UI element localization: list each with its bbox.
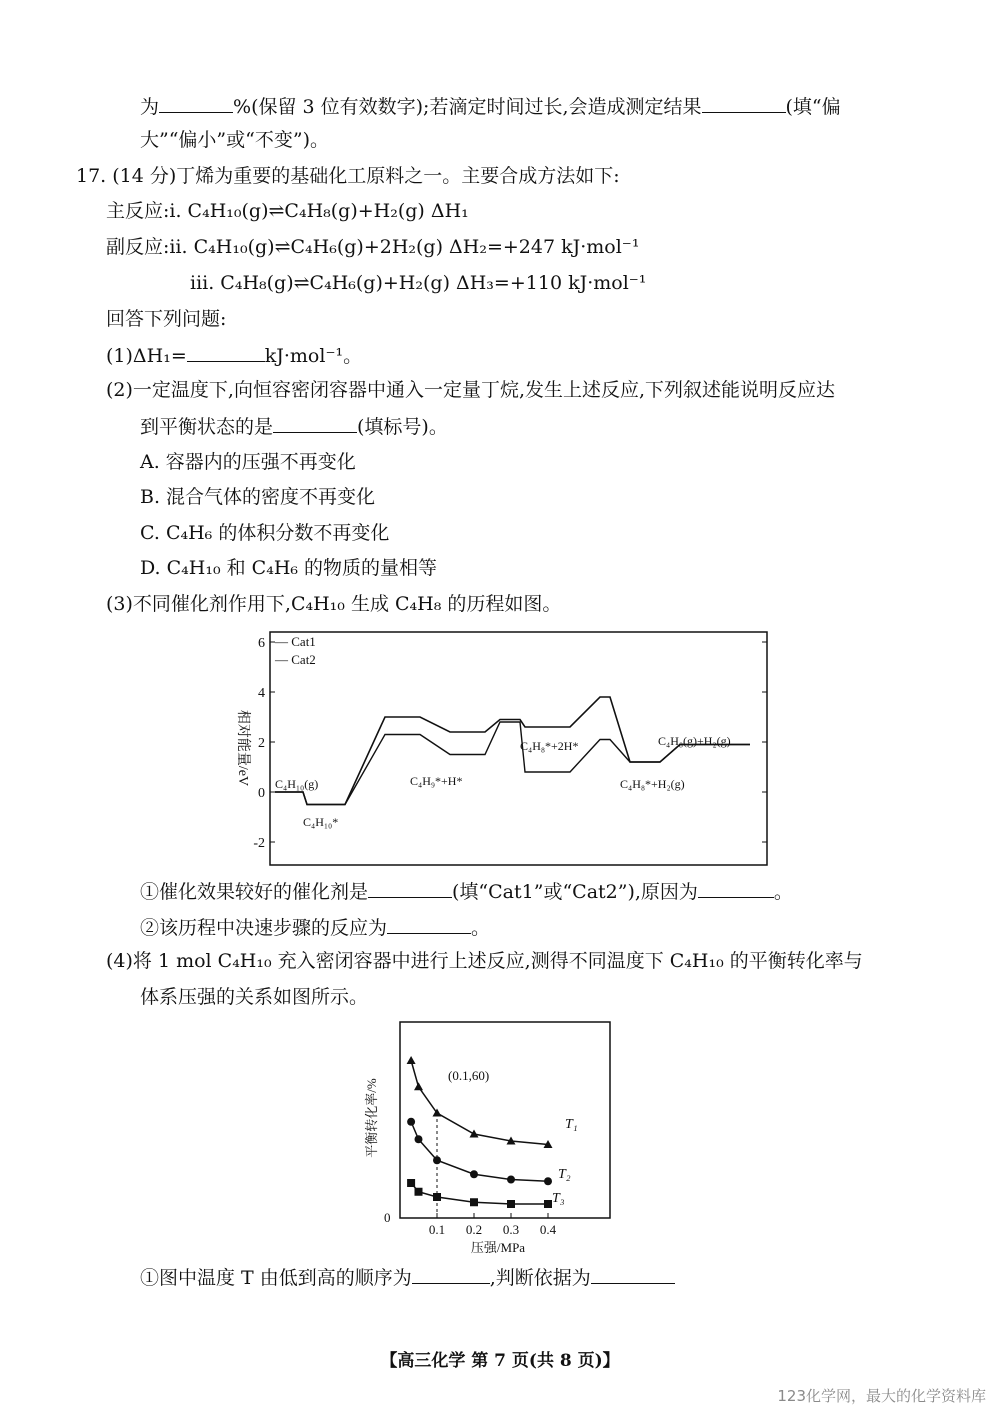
q3-2-prefix: ②该历程中决速步骤的反应为: [140, 917, 388, 939]
energy-profile-chart: [215, 628, 775, 868]
answer-blank-catalyst[interactable]: [368, 877, 452, 898]
answer-blank-equilibrium[interactable]: [273, 412, 357, 433]
species-label-c4h10-ads: C₄H₁₀*: [303, 815, 339, 829]
answer-blank-reason[interactable]: [698, 877, 774, 898]
side-reaction-3: ⅲ. C₄H₈(g)⇌C₄H₆(g)+H₂(g) ΔH₃=+110 kJ·mol⁻¹: [190, 272, 647, 294]
q2-suffix: (填标号)。: [357, 416, 448, 438]
line1-suffix: (填“偏: [785, 96, 841, 118]
answer-blank-temp-order[interactable]: [412, 1263, 490, 1284]
question-4-line-1: (4)将 1 mol C₄H₁₀ 充入密闭容器中进行上述反应,测得不同温度下 C₄H₁₀ 的平衡转化率与: [106, 950, 863, 972]
q1-prefix: (1)ΔH₁=: [106, 345, 187, 367]
conversion-point-1-1: [414, 1082, 423, 1090]
question-3: (3)不同催化剂作用下,C₄H₁₀ 生成 C₄H₈ 的历程如图。: [106, 593, 562, 615]
energy-ytick-1: 4: [258, 686, 265, 701]
conversion-point-1-0: [407, 1056, 416, 1064]
conversion-chart-xlabel: 压强/MPa: [470, 1240, 526, 1255]
question-3-part-2: [140, 913, 490, 941]
answer-blank-result[interactable]: [702, 92, 786, 113]
conversion-point-2-4: [507, 1176, 515, 1184]
conversion-pressure-chart: [360, 1018, 620, 1258]
answer-blank-percent[interactable]: [159, 92, 233, 113]
side-reaction-2: 副反应:ⅱ. C₄H₁₀(g)⇌C₄H₆(g)+2H₂(g) ΔH₂=+247 kJ·mol⁻¹: [106, 236, 640, 258]
q3-1-suffix: 。: [773, 881, 793, 903]
conversion-point-3-1: [415, 1188, 423, 1196]
option-b: B. 混合气体的密度不再变化: [140, 486, 376, 508]
option-d: D. C₄H₁₀ 和 C₄H₆ 的物质的量相等: [140, 557, 438, 579]
conversion-point-3-4: [507, 1200, 515, 1208]
option-c: C. C₄H₆ 的体积分数不再变化: [140, 522, 390, 544]
conversion-point-1-3: [470, 1130, 479, 1138]
prev-question-line-1: [140, 92, 841, 120]
question-4-part-1: [140, 1263, 675, 1291]
conversion-point-3-5: [544, 1200, 552, 1208]
q3-2-suffix: 。: [471, 917, 491, 939]
species-label-c4h8g-h2g: C₄H₈(g)+H₂(g): [658, 734, 731, 748]
question-17-title: 17. (14 分)丁烯为重要的基础化工原料之一。主要合成方法如下:: [76, 165, 620, 187]
species-label-c4h8-2h: C₄H₈*+2H*: [520, 739, 579, 753]
conversion-point-2-1: [415, 1135, 423, 1143]
energy-ytick-0: 6: [258, 636, 265, 651]
conversion-series-label-3: T₃: [552, 1191, 565, 1206]
answer-blank-basis[interactable]: [591, 1263, 675, 1284]
answer-blank-rate-step[interactable]: [387, 913, 471, 934]
answer-blank-dh1[interactable]: [187, 341, 265, 362]
question-3-part-1: [140, 877, 793, 905]
conversion-series-label-1: T₁: [565, 1117, 578, 1132]
energy-ytick-2: 2: [258, 736, 265, 751]
option-a: A. 容器内的压强不再变化: [140, 451, 356, 473]
question-2-line-1: (2)一定温度下,向恒容密闭容器中通入一定量丁烷,发生上述反应,下列叙述能说明反应达: [106, 379, 836, 401]
q2-prefix: 到平衡状态的是: [140, 416, 274, 438]
prev-question-line-2: 大”“偏小”或“不变”)。: [140, 129, 329, 151]
conversion-xtick-2: 0.3: [502, 1222, 520, 1237]
conversion-chart-ylabel: 平衡转化率/%: [364, 1078, 379, 1158]
energy-ytick-4: -2: [253, 836, 265, 851]
watermark: 123化学网，最大的化学资料库: [777, 1387, 986, 1405]
conversion-xtick-0: 0.1: [428, 1222, 446, 1237]
conversion-chart-origin: 0: [384, 1210, 391, 1225]
energy-ytick-3: 0: [258, 786, 265, 801]
question-1: [106, 341, 362, 369]
question-4-line-2: 体系压强的关系如图所示。: [140, 986, 369, 1008]
line1-prefix: 为: [140, 96, 160, 118]
page-footer: 【高三化学 第 7 页(共 8 页)】: [380, 1351, 620, 1371]
conversion-point-3-3: [470, 1198, 478, 1206]
line1-middle: %(保留 3 位有效数字);若滴定时间过长,会造成测定结果: [233, 96, 702, 118]
conversion-annotation: (0.1,60): [448, 1068, 490, 1083]
main-reaction: 主反应:ⅰ. C₄H₁₀(g)⇌C₄H₈(g)+H₂(g) ΔH₁: [106, 200, 469, 222]
conversion-point-2-5: [544, 1177, 552, 1185]
answer-instruction: 回答下列问题:: [106, 308, 227, 330]
species-label-c4h9-h: C₄H₉*+H*: [410, 774, 463, 788]
conversion-xtick-3: 0.4: [539, 1222, 557, 1237]
q3-1-middle: (填“Cat1”或“Cat2”),原因为: [452, 881, 698, 903]
q4-1-middle: ,判断依据为: [489, 1267, 591, 1289]
legend-cat1: — Cat1: [275, 634, 316, 649]
conversion-series-label-2: T₂: [558, 1167, 571, 1182]
conversion-xtick-1: 0.2: [465, 1222, 483, 1237]
species-label-c4h8-h2g: C₄H₈*+H₂(g): [620, 777, 685, 791]
legend-cat2: — Cat2: [275, 652, 316, 667]
q1-suffix: kJ·mol⁻¹。: [264, 345, 363, 367]
conversion-point-3-0: [407, 1179, 415, 1187]
species-label-c4h10-gas: C₄H₁₀(g): [275, 777, 319, 791]
energy-chart-ylabel: 相对能量/eV: [235, 709, 250, 787]
question-2-line-2: [140, 412, 448, 440]
conversion-curve-2: [411, 1122, 548, 1182]
conversion-curve-3: [411, 1183, 548, 1204]
q3-1-prefix: ①催化效果较好的催化剂是: [140, 881, 369, 903]
conversion-chart-frame: [400, 1022, 610, 1218]
q4-1-prefix: ①图中温度 T 由低到高的顺序为: [140, 1267, 412, 1289]
conversion-point-2-0: [407, 1118, 415, 1126]
energy-chart-frame: [270, 632, 767, 865]
energy-chart-legend: [274, 634, 316, 667]
conversion-point-2-3: [470, 1170, 478, 1178]
